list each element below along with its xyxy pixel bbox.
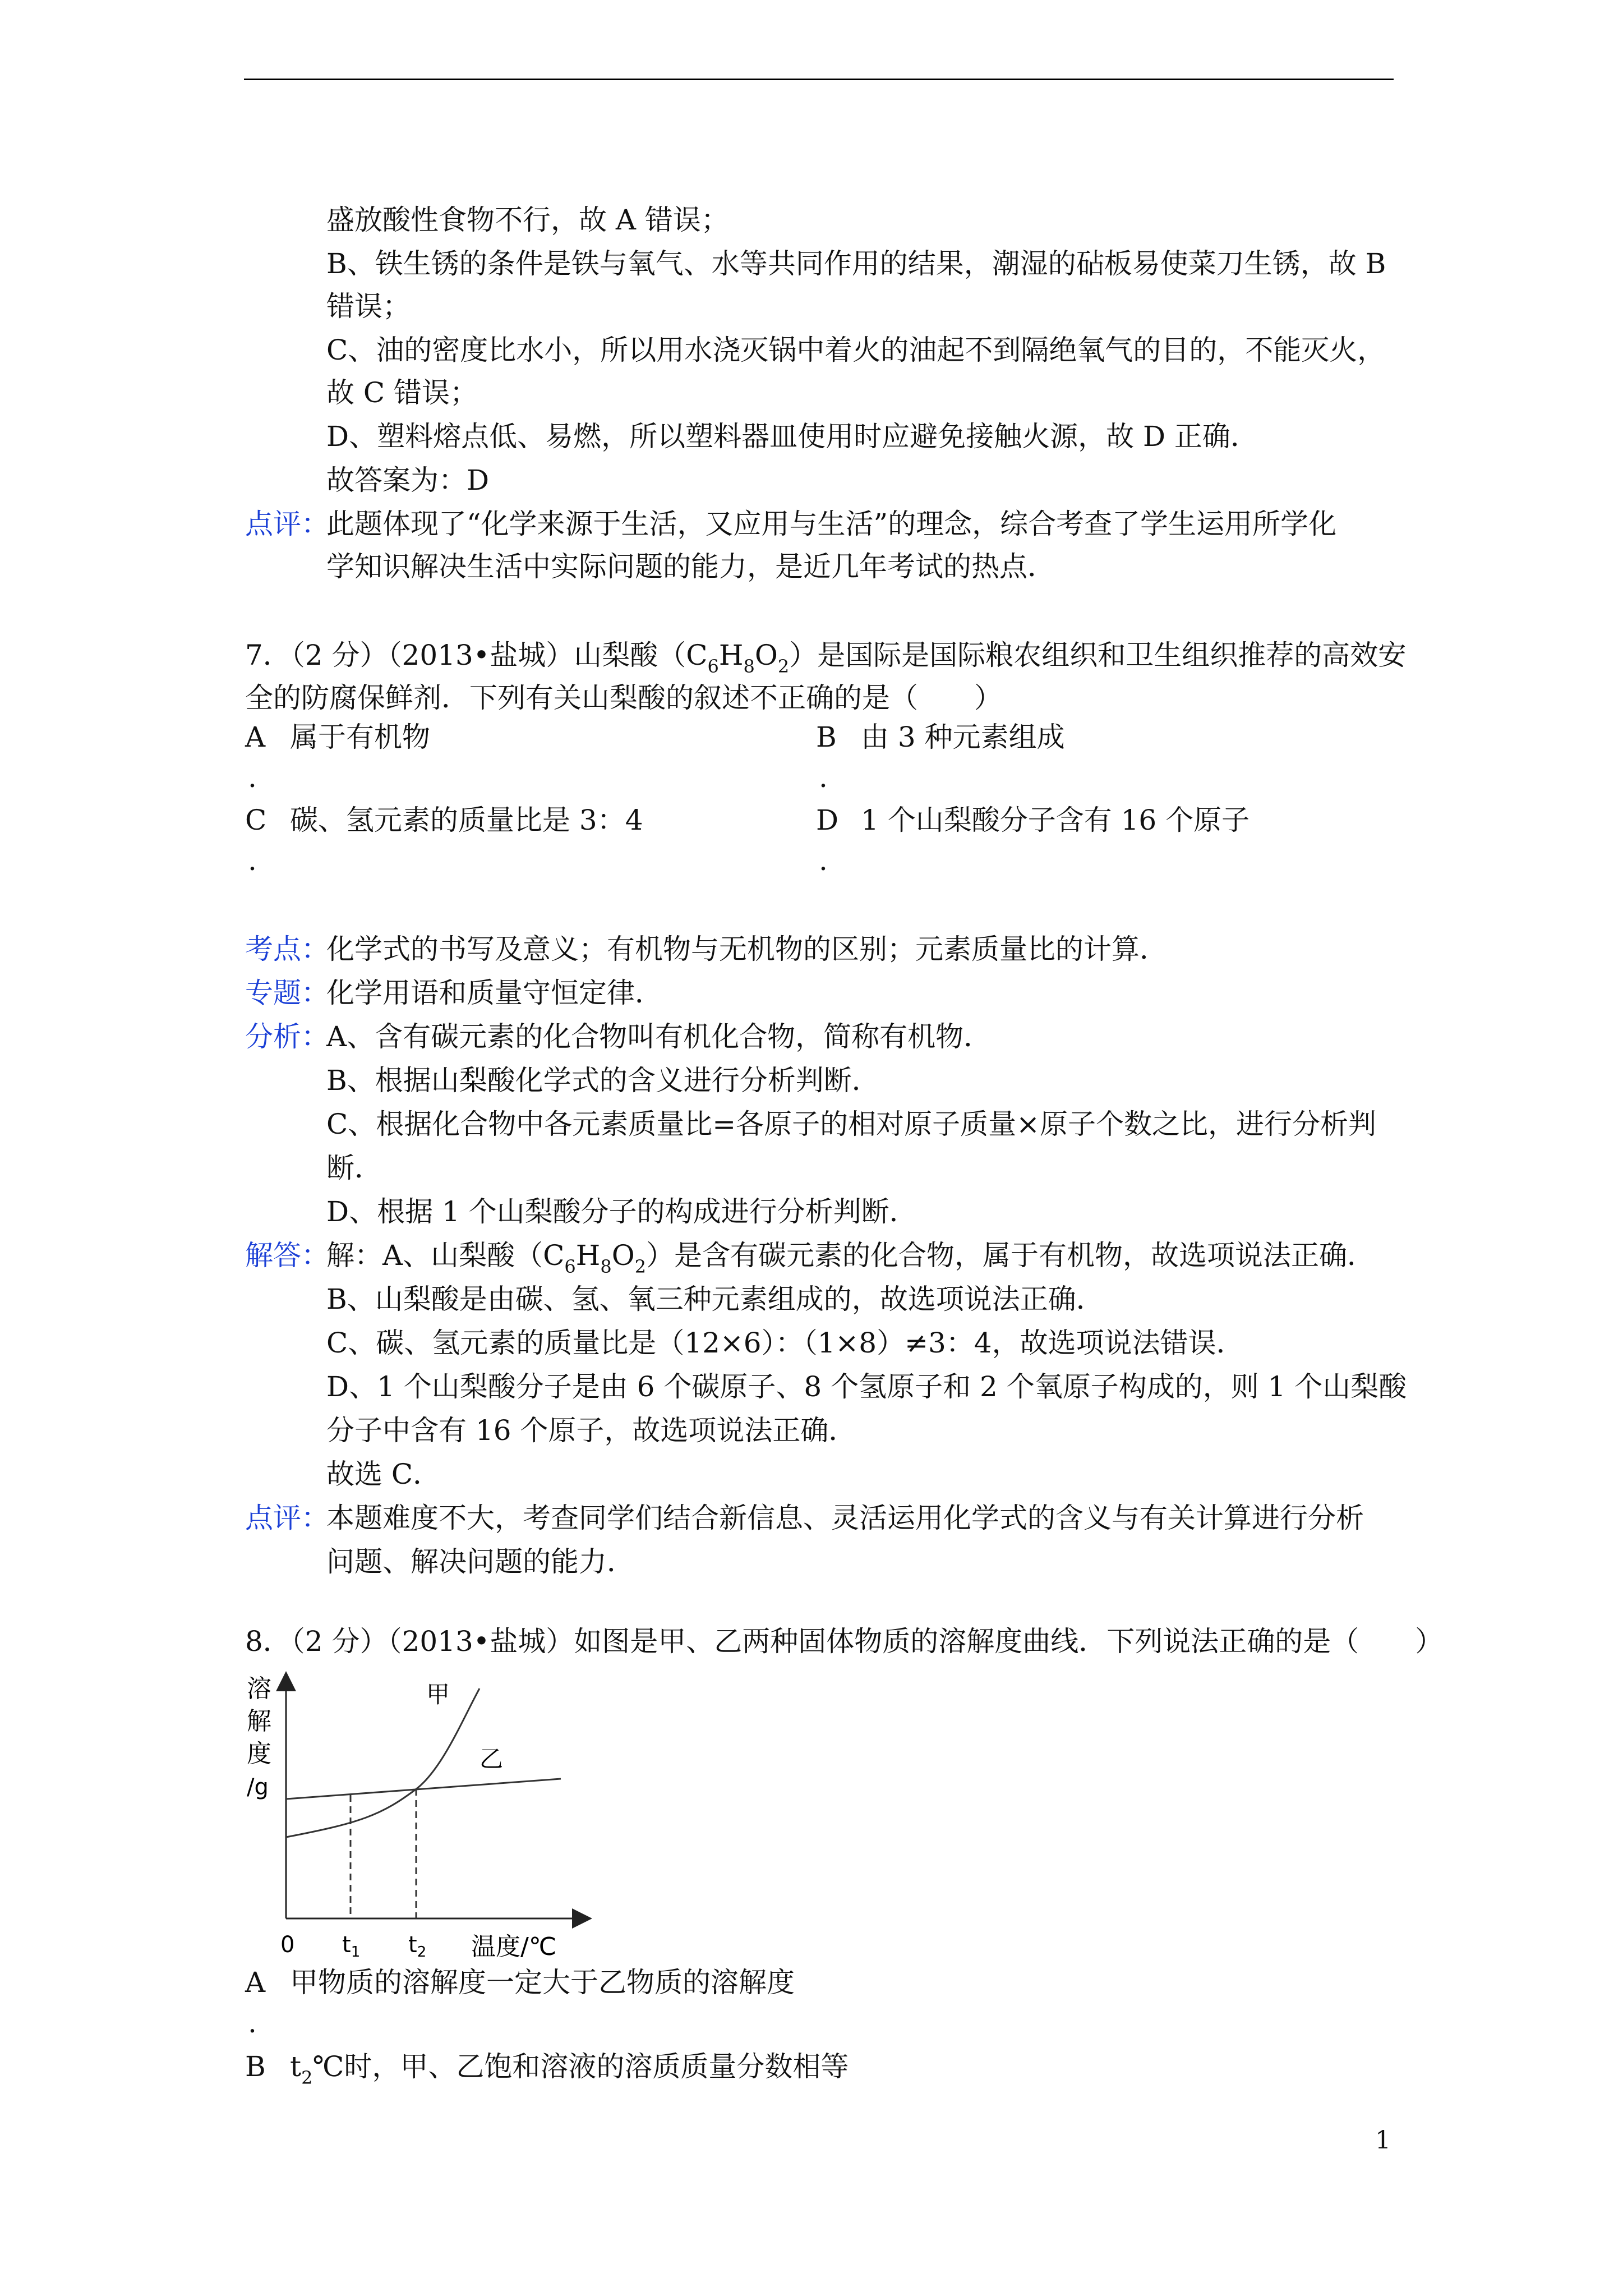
q7-jieda-choice: 故选 C． [326, 1458, 441, 1490]
q7-comment-label: 点评： [245, 1502, 329, 1534]
q8-stem: 8．（2 分）（2013•盐城）如图是甲、乙两种固体物质的溶解度曲线．下列说法正确的是（ ） [245, 1625, 1444, 1658]
formula-subscript-c: 6 [707, 656, 719, 677]
option-dot: . [819, 844, 828, 877]
q7-stem-line2: 全的防腐保鲜剂．下列有关山梨酸的叙述不正确的是（ ） [245, 682, 1002, 714]
q6-comment-label: 点评： [245, 508, 329, 540]
q6-comment-line1: 此题体现了“化学来源于生活，又应用与生活”的理念，综合考查了学生运用所学化 [326, 508, 1337, 540]
q7-jieda-b: B、山梨酸是由碳、氢、氧三种元素组成的，故选项说法正确． [326, 1283, 1104, 1315]
q7-fenxi-a: A、含有碳元素的化合物叫有机化合物，简称有机物． [326, 1020, 992, 1053]
option-letter: B [245, 2050, 266, 2083]
q6-option-b-line2: 错误； [326, 290, 411, 323]
q7-option-d [816, 802, 1249, 838]
y-label-char: 溶 [247, 1674, 271, 1703]
formula-h: H [575, 1239, 601, 1272]
formula-o: O [754, 639, 778, 671]
curve-jia-label: 甲 [426, 1681, 450, 1708]
q6-answer: 故答案为：D [326, 464, 490, 496]
q7-option-a [245, 719, 430, 755]
y-label-char: 度 [247, 1740, 271, 1768]
origin-label: 0 [280, 1932, 295, 1958]
option-letter: D [816, 804, 839, 836]
option-text: 甲物质的溶解度一定大于乙物质的溶解度 [290, 1966, 795, 1999]
q7-comment-line2: 问题、解决问题的能力． [326, 1545, 635, 1578]
option-text: 属于有机物 [290, 721, 430, 753]
q6-comment-line2: 学知识解决生活中实际问题的能力，是近几年考试的热点． [326, 550, 1055, 583]
curve-jia [286, 1688, 479, 1837]
q7-jieda-a [326, 1237, 1375, 1277]
q7-kaodian-label: 考点： [245, 933, 329, 965]
formula-subscript-o: 2 [634, 1256, 647, 1277]
formula-h: H [718, 639, 744, 671]
page-number: 1 [1375, 2126, 1391, 2155]
option-subscript: 2 [301, 2067, 313, 2088]
q7-zhuanti: 化学用语和质量守恒定律． [326, 977, 663, 1009]
q7-option-c [245, 802, 643, 838]
formula-subscript-h: 8 [743, 656, 755, 677]
q7-fenxi-d: D、根据 1 个山梨酸分子的构成进行分析判断． [326, 1195, 917, 1228]
formula-subscript-h: 8 [600, 1256, 612, 1277]
option-text: 碳、氢元素的质量比是 3：4 [290, 804, 643, 836]
option-dot: . [248, 844, 257, 877]
formula-o: O [611, 1239, 635, 1272]
q7-fenxi-c-line2: 断． [326, 1152, 382, 1184]
q7-comment-line1: 本题难度不大，考查同学们结合新信息、灵活运用化学式的含义与有关计算进行分析 [326, 1502, 1364, 1534]
q7-stem-suffix: ）是国际是国际粮农组织和卫生组织推荐的高效安 [789, 639, 1407, 671]
q7-jieda-a-prefix: 解：A、山梨酸（C [326, 1239, 565, 1272]
option-text: ℃时，甲、乙饱和溶液的溶质质量分数相等 [312, 2050, 849, 2083]
q7-jieda-c: C、碳、氢元素的质量比是（12×6）：（1×8）≠3：4，故选项说法错误． [326, 1327, 1244, 1359]
option-text: 由 3 种元素组成 [861, 721, 1065, 753]
q7-fenxi-c-line1: C、根据化合物中各元素质量比=各原子的相对原子质量×原子个数之比，进行分析判 [326, 1108, 1377, 1140]
t2-label: $t_2$ [408, 1932, 427, 1961]
solubility-curve-figure [247, 1669, 606, 1972]
option-letter: C [245, 804, 267, 836]
option-dot: . [819, 761, 828, 794]
q7-jieda-label: 解答： [245, 1239, 329, 1272]
q7-jieda-a-suffix: ）是含有碳元素的化合物，属于有机物，故选项说法正确． [646, 1239, 1376, 1272]
q7-option-b [816, 719, 1065, 755]
header-rule [244, 79, 1394, 80]
q6-option-b-line1: B、铁生锈的条件是铁与氧气、水等共同作用的结果，潮湿的砧板易使菜刀生锈，故 B [326, 247, 1386, 280]
q7-jieda-d-line2: 分子中含有 16 个原子，故选项说法正确． [326, 1414, 857, 1447]
q7-jieda-d-line1: D、1 个山梨酸分子是由 6 个碳原子、8 个氢原子和 2 个氧原子构成的，则 1 个山梨酸 [326, 1370, 1407, 1403]
q7-stem-line1 [245, 637, 1406, 677]
q6-option-a-continuation: 盛放酸性食物不行，故 A 错误； [326, 204, 729, 236]
formula-subscript-o: 2 [777, 656, 790, 677]
q8-option-a [245, 1964, 795, 2000]
curve-yi-label: 乙 [479, 1745, 504, 1773]
q7-kaodian: 化学式的书写及意义；有机物与无机物的区别；元素质量比的计算． [326, 933, 1168, 965]
y-label-char: 解 [247, 1707, 271, 1736]
option-letter: B [816, 721, 837, 753]
y-label-char: /g [247, 1774, 269, 1800]
formula-subscript-c: 6 [564, 1256, 576, 1277]
option-dot: . [248, 2007, 257, 2039]
x-axis-label: 温度/℃ [471, 1932, 557, 1961]
option-text: t [290, 2050, 302, 2083]
q8-option-b [245, 2049, 849, 2088]
option-letter: A [245, 721, 266, 753]
t1-label: $t_1$ [342, 1932, 361, 1961]
q6-option-c-line2: 故 C 错误； [326, 376, 478, 409]
q6-option-d: D、塑料熔点低、易燃，所以塑料器皿使用时应避免接触火源，故 D 正确． [326, 420, 1258, 453]
option-dot: . [248, 761, 257, 794]
q7-stem-prefix: 7．（2 分）（2013•盐城）山梨酸（C [245, 639, 708, 671]
option-letter: A [245, 1966, 266, 1999]
q6-option-c-line1: C、油的密度比水小，所以用水浇灭锅中着火的油起不到隔绝氧气的目的，不能灭火， [326, 334, 1386, 366]
option-text: 1 个山梨酸分子含有 16 个原子 [861, 804, 1250, 836]
q7-fenxi-label: 分析： [245, 1020, 329, 1053]
q7-zhuanti-label: 专题： [245, 977, 329, 1009]
q7-fenxi-b: B、根据山梨酸化学式的含义进行分析判断． [326, 1064, 880, 1097]
